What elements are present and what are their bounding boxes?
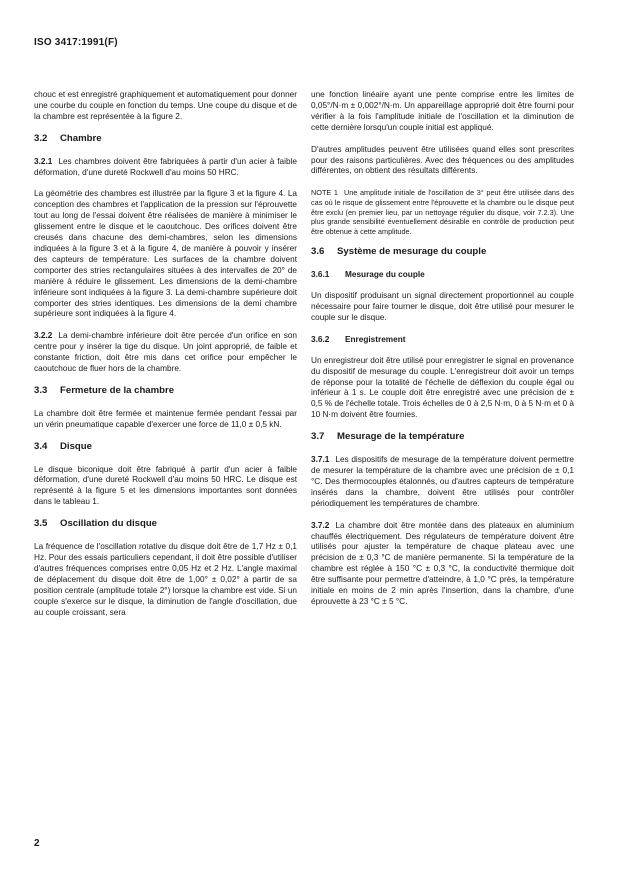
section-number: 3.5 xyxy=(34,518,48,530)
subsection-number: 3.6.1 xyxy=(311,270,330,280)
section-number: 3.4 xyxy=(34,440,48,452)
left-column xyxy=(34,90,297,629)
right-column xyxy=(311,90,574,619)
section-3-5-paragraph: La fréquence de l'oscillation rotative du disque doit être de 1,7 Hz ± 0,1 Hz. Pour des essais particuliers cependant, il doit être possible d'utiliser d'autres fréquences comprises entre 0,05 Hz et 2 Hz. L'angle maximal de déplacement du disque doit être de 1,00° ± 0,02° à partir de sa position centrale (amplitude totale 2°) lorsque la chambre est vide. Si un couple s'exerce sur le disque, la diminution de l'angle d'oscillation, due au couple croissant, sera xyxy=(34,542,297,617)
section-3-4-paragraph: Le disque biconique doit être fabriqué à partir d'un acier à faible déformation, d'une dureté Rockwell d'au moins 50 HRC. Le disque est représenté à la figure 5 et les dimensions importantes sont données dans le tableau 1. xyxy=(34,464,297,507)
standard-header: ISO 3417:1991(F) xyxy=(34,37,118,48)
section-title: Chambre xyxy=(60,132,102,144)
section-3-4-heading xyxy=(34,442,297,453)
clause-3-7-2 xyxy=(311,521,574,608)
note-text: Une amplitude initiale de l'oscillation de 3° peut être utilisée dans des cas où le risque de glissement entre l'éprouvette et la chambre ou le disque peut être exclu (en premier lieu, par un nettoyage régulier du disque, voir 7.2.3). Une plus grande sensibilité éventuellement désirable en contrôle de production peut être obtenue à cette amplitude. xyxy=(311,188,574,236)
clause-number: 3.7.2 xyxy=(311,520,330,530)
clause-text: La chambre doit être montée dans des plateaux en aluminium chauffés électriquement. Des régulateurs de température doivent être utilisés pour ajuster la température de chaque plateau avec une précision de ± 0,3 °C de manière permanente. Si la température de la chambre est réglée à 150 °C ± 0,3 °C, la conductivité thermique doit être suffisante pour permettre d'atteindre, à 1,0 °C près, la température initiale en moins de 2 min après l'insertion, dans la chambre, d'une éprouvette à 23 °C ± 5 °C. xyxy=(311,520,574,606)
note-label: NOTE 1 xyxy=(311,188,338,198)
section-title: Mesurage de la température xyxy=(337,431,465,443)
section-3-3-paragraph: La chambre doit être fermée et maintenue fermée pendant l'essai par un vérin pneumatique capable d'exercer une force de 11,0 ± 0,5 kN. xyxy=(34,408,297,429)
section-number: 3.6 xyxy=(311,246,325,258)
other-amplitudes-paragraph: D'autres amplitudes peuvent être utilisées quand elles sont prescrites pour des raisons particulières. Avec des fréquences ou des amplitudes différentes, on obtient des résultats différents. xyxy=(311,144,574,176)
section-title: Fermeture de la chambre xyxy=(60,384,175,396)
subsection-title: Enregistrement xyxy=(345,334,406,344)
clause-3-2-1 xyxy=(34,157,297,179)
section-3-2-heading xyxy=(34,134,297,145)
clause-text: Les chambres doivent être fabriquées à partir d'un acier à faible déformation, d'une dureté Rockwell d'au moins 50 HRC. xyxy=(34,156,297,177)
page-number: 2 xyxy=(34,838,40,849)
section-3-3-heading xyxy=(34,386,297,397)
clause-number: 3.2.2 xyxy=(34,331,53,341)
intro-paragraph: chouc et est enregistré graphiquement et automatiquement pour donner une courbe du couple en fonction du temps. Une coupe du disque et de la chambre est représentée à la figure 2. xyxy=(34,90,297,121)
section-3-6-1-paragraph: Un dispositif produisant un signal directement proportionnel au couple nécessaire pour faire tourner le disque, doit être utilisé pour mesurer le couple sur le disque. xyxy=(311,291,574,322)
section-number: 3.2 xyxy=(34,132,48,144)
clause-text: Les dispositifs de mesurage de la température doivent permettre de mesurer la température de la chambre avec une précision de ± 0,1 °C. Des thermocouples étalonnés, ou d'autres capteurs de température insérés dans la chambre, doivent être utilisés pour contrôler périodiquement les températures de chambre. xyxy=(311,455,574,508)
section-title: Disque xyxy=(60,440,92,452)
section-number: 3.7 xyxy=(311,431,325,443)
note-1 xyxy=(311,188,574,236)
section-number: 3.3 xyxy=(34,384,48,396)
section-title: Système de mesurage du couple xyxy=(337,246,487,258)
section-3-6-2-paragraph: Un enregistreur doit être utilisé pour enregistrer le signal en provenance du dispositif de mesurage du couple. L'enregistreur doit avoir un temps de réponse pour la totalité de l'échelle de déflexion du couple égal ou inférieur à 1 s. Le couple doit être enregistré avec une précision de ± 0,5 % de l'échelle totale. Trois échelles de 0 à 2,5 N·m, 0 à 5 N·m et 0 à 10 N·m doivent être fournies. xyxy=(311,355,574,420)
section-3-7-heading xyxy=(311,432,574,443)
clause-number: 3.2.1 xyxy=(34,156,53,166)
clause-3-7-1 xyxy=(311,455,574,510)
continuation-paragraph: une fonction linéaire ayant une pente comprise entre les limites de 0,05°/N·m ± 0,002°/N·m. Un appareillage approprié doit être fourni pour vérifier à la fois l'amplitude initiale de l'oscillation et la diminution de cette dernière lorsqu'un couple initial est appliqué. xyxy=(311,90,574,132)
section-3-6-2-heading xyxy=(311,335,574,346)
section-3-5-heading xyxy=(34,519,297,530)
section-title: Oscillation du disque xyxy=(60,518,158,530)
clause-3-2-2 xyxy=(34,331,297,375)
geometry-paragraph: La géométrie des chambres est illustrée par la figure 3 et la figure 4. La conception des chambres et l'application de la pression sur l'éprouvette tout au long de l'essai doivent être réalisées de manière à minimiser le glissement entre le disque et le caoutchouc. Des orifices doivent être creusés dans chacune des demi-chambres, selon les dimensions indiquées à la figure 3 et à la figure 4, de manière à pouvoir y insérer des capteurs de température. Les surfaces de la chambre doivent comporter des stries rectangulaires situées à des intervalles de 20° de manière à réduire le glissement. Les dimensions de la demi-chambre inférieure sont indiquées à la figure 3. La demi-chambre supérieure doit comporter des stries identiques. Les dimensions de la demi chambre supérieure sont indiquées à la figure 4. xyxy=(34,189,297,319)
subsection-title: Mesurage du couple xyxy=(345,270,425,280)
clause-text: La demi-chambre inférieure doit être percée d'un orifice en son centre pour y insérer la tige du disque. Un joint approprié, de faible et constante friction, doit être mis dans cet orifice pour empêcher le caoutchouc de fluer hors de la chambre. xyxy=(34,331,297,374)
section-3-6-1-heading xyxy=(311,270,574,281)
subsection-number: 3.6.2 xyxy=(311,334,330,344)
section-3-6-heading xyxy=(311,247,574,258)
clause-number: 3.7.1 xyxy=(311,455,330,465)
